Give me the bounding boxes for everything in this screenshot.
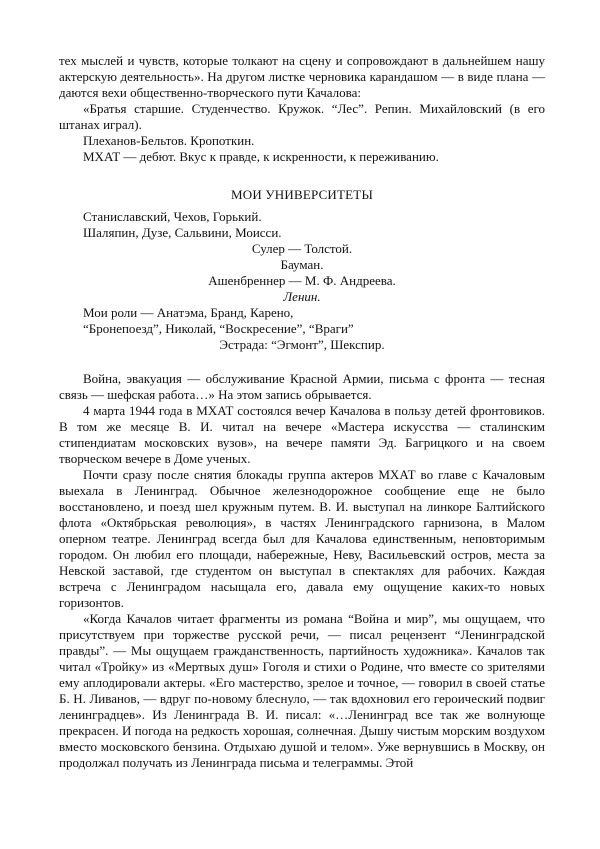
- draft-line: «Братья старшие. Студенчество. Кружок. “Лес”. Репин. Михайловский (в его штанах играл).: [59, 101, 545, 132]
- draft-line: Плеханов-Бельтов. Кропоткин.: [83, 133, 255, 148]
- plan-line: Шаляпин, Дузе, Сальвини, Моисси.: [83, 225, 282, 240]
- plan-line: Эстрада: “Эгмонт”, Шекспир.: [219, 337, 385, 352]
- body-paragraph: Почти сразу после снятия блокады группа актеров МХАТ во главе с Качаловым выехала в Ленинград. Обычное железнодорожное сообщение еще не было восстановлено, и поезд шел кружным путем. В. И. выступал на линкоре Балтийского флота «Октябрьская революция», в частях Ленинградского гарнизона, в Малом оперном театре. Ленинград всегда был для Качалова единственным, неповторимым городом. Он любил его площади, набережные, Неву, Васильевский остров, места за Невской заставой, где студентом он выступал в спектаклях для рабочих. Каждая встреча с Ленинградом насыщала его, давала ему ощущение каких-то новых горизонтов.: [59, 467, 545, 610]
- plan-line: Ашенбреннер — М. Ф. Андреева.: [208, 273, 396, 288]
- plan-line: Сулер — Толстой.: [251, 241, 353, 256]
- intro-paragraph: тех мыслей и чувств, которые толкают на сцену и сопровождают в дальнейшем нашу актерскую деятельность». На другом листке черновика карандашом — в виде плана — даются вехи общественно-творческого пути Качалова:: [59, 53, 545, 100]
- document-page: [59, 53, 545, 771]
- plan-line: Бауман.: [280, 257, 324, 272]
- plan-line: Ленин.: [283, 289, 321, 304]
- draft-line: МХАТ — дебют. Вкус к правде, к искренности, к переживанию.: [83, 149, 439, 164]
- plan-line: “Бронепоезд”, Николай, “Воскресение”, “Враги”: [83, 321, 354, 336]
- body-paragraph: «Когда Качалов читает фрагменты из романа “Война и мир”, мы ощущаем, что присутствуем при торжестве русской речи, — писал рецензент “Ленинградской правды”. — Мы ощущаем гражданственность, партийность художника». Качалов так читал «Тройку» из «Мертвых душ» Гоголя и стихи о Родине, что вместе со зрителями ему аплодировали актеры. «Его мастерство, зрелое и точное, — говорил в своей статье Б. Н. Ливанов, — вдруг по-новому блеснуло, — так вдохновил его героический подвиг ленинградцев». Из Ленинграда В. И. писал: «…Ленинград все так же волнующе прекрасен. И погода на редкость хорошая, солнечная. Дышу чистым морским воздухом вместо московского бензина. Отдыхаю душой и телом». Уже вернувшись в Москву, он продолжал получать из Ленинграда письма и телеграммы. Этой: [59, 611, 545, 770]
- plan-line: Станиславский, Чехов, Горький.: [83, 209, 262, 224]
- plan-line: Мои роли — Анатэма, Бранд, Карено,: [83, 305, 294, 320]
- body-paragraph: 4 марта 1944 года в МХАТ состоялся вечер Качалова в пользу детей фронтовиков. В том же месяце В. И. читал на вечере «Мастера искусства — сталинским стипендиатам московских вузов», на вечере памяти Эд. Багрицкого и на своем творческом вечере в Доме ученых.: [59, 403, 545, 466]
- body-paragraph: Война, эвакуация — обслуживание Красной Армии, письма с фронта — тесная связь — шефская работа…» На этом запись обрывается.: [59, 371, 545, 402]
- section-title: МОИ УНИВЕРСИТЕТЫ: [231, 187, 373, 202]
